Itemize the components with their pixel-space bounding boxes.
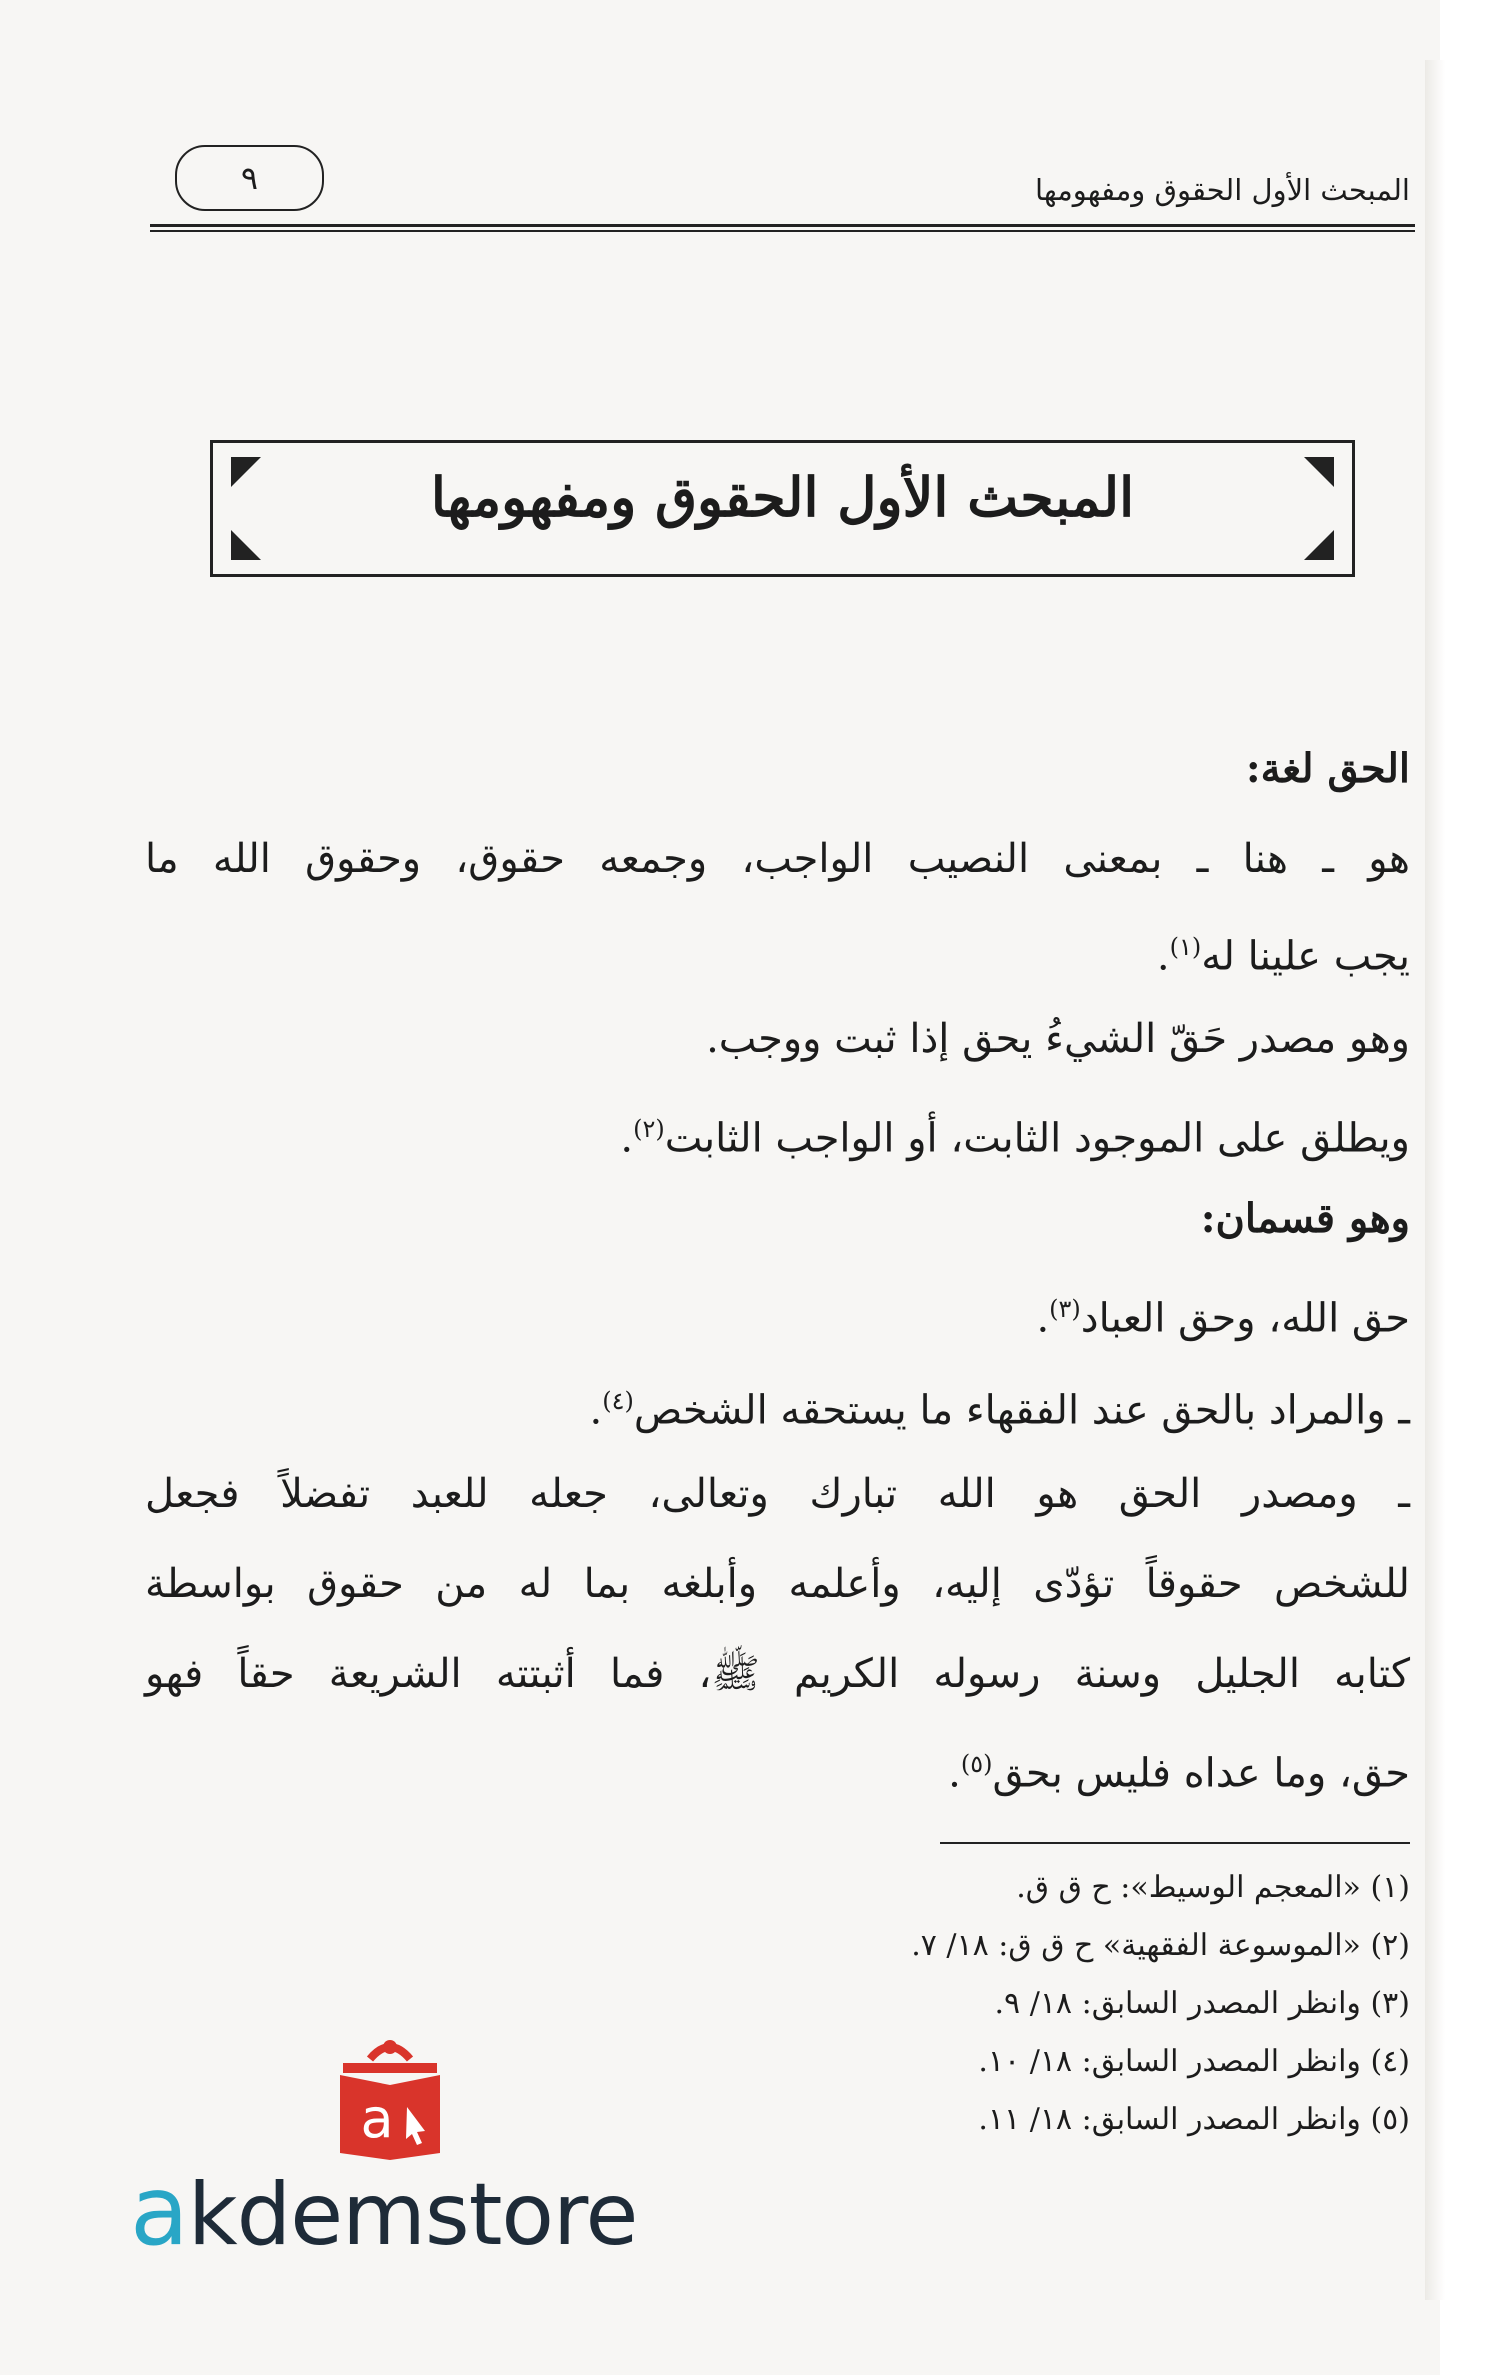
section-heading: الحق لغة: — [1245, 745, 1410, 792]
paragraph-text: ـ والمراد بالحق عند الفقهاء ما يستحقه الشخص — [633, 1387, 1410, 1434]
period: . — [620, 1115, 634, 1162]
footnote-ref: (٥) — [960, 1750, 993, 1778]
paragraph-line: هو ـ هنا ـ بمعنى النصيب الواجب، وجمعه حقوق، وحقوق الله ما — [145, 836, 1410, 882]
paragraph-text: ويطلق على الموجود الثابت، أو الواجب الثابت — [664, 1115, 1410, 1162]
footnote-ref: (١) — [1169, 933, 1202, 961]
footnote-item: (٣) وانظر المصدر السابق: ١٨/ ٩. — [994, 1986, 1410, 2021]
footnote-item: (٤) وانظر المصدر السابق: ١٨/ ١٠. — [978, 2044, 1410, 2079]
footnote-item: (١) «المعجم الوسيط»: ح ق ق. — [1016, 1870, 1410, 1905]
paragraph-line — [1157, 903, 1410, 1000]
paragraph-text: حق، وما عداه فليس بحق — [992, 1750, 1410, 1797]
svg-text:a: a — [360, 2087, 394, 2150]
paragraph-line — [620, 1085, 1410, 1182]
brand-wordmark — [130, 2155, 637, 2267]
footnote-item: (٥) وانظر المصدر السابق: ١٨/ ١١. — [978, 2102, 1410, 2137]
paragraph-line: كتابه الجليل وسنة رسوله الكريم ﷺ، فما أثبتته الشريعة حقاً فهو — [145, 1651, 1410, 1697]
page-edge-shadow — [1425, 60, 1445, 2300]
footnote-item: (٢) «الموسوعة الفقهية» ح ق ق: ١٨/ ٧. — [911, 1928, 1410, 1963]
period: . — [1156, 933, 1170, 980]
period: . — [948, 1750, 961, 1797]
footnote-ref: (٣) — [1049, 1295, 1081, 1323]
footnote-ref: (٢) — [633, 1115, 665, 1143]
paragraph-line: للشخص حقوقاً تؤدّى إليه، وأعلمه وأبلغه بما له من حقوق بواسطة — [145, 1561, 1410, 1607]
brand-initial: a — [130, 2155, 188, 2267]
paragraph-line — [1036, 1265, 1410, 1362]
paragraph-line — [948, 1720, 1410, 1817]
page-number-text: ٩ — [240, 159, 259, 197]
paragraph-line: وهو مصدر حَقّ الشيءُ يحق إذا ثبت ووجب. — [706, 1016, 1410, 1062]
frame-corner-ornament — [231, 530, 261, 560]
page-header — [150, 135, 1410, 215]
paragraph-text: يجب علينا له — [1201, 933, 1410, 980]
header-double-rule — [150, 224, 1415, 232]
body-text — [145, 725, 1410, 1825]
akdemstore-watermark — [130, 2035, 650, 2270]
period: . — [1036, 1295, 1050, 1342]
page-number — [175, 145, 324, 211]
running-title: المبحث الأول الحقوق ومفهومها — [1035, 173, 1410, 207]
frame-corner-ornament — [1304, 530, 1334, 560]
book-store-icon — [335, 2035, 445, 2160]
paragraph-text: حق الله، وحق العباد — [1080, 1295, 1410, 1342]
paragraph-line: ـ ومصدر الحق هو الله تبارك وتعالى، جعله للعبد تفضلاً فجعل — [145, 1471, 1410, 1517]
chapter-title-frame — [210, 440, 1355, 577]
subheading: وهو قسمان: — [1200, 1195, 1410, 1242]
footnote-separator — [940, 1842, 1410, 1844]
brand-rest: kdemstore — [187, 2165, 638, 2265]
footnote-ref: (٤) — [602, 1387, 634, 1415]
period: . — [589, 1387, 603, 1434]
chapter-title: المبحث الأول الحقوق ومفهومها — [430, 465, 1135, 529]
paragraph-line — [590, 1357, 1410, 1454]
